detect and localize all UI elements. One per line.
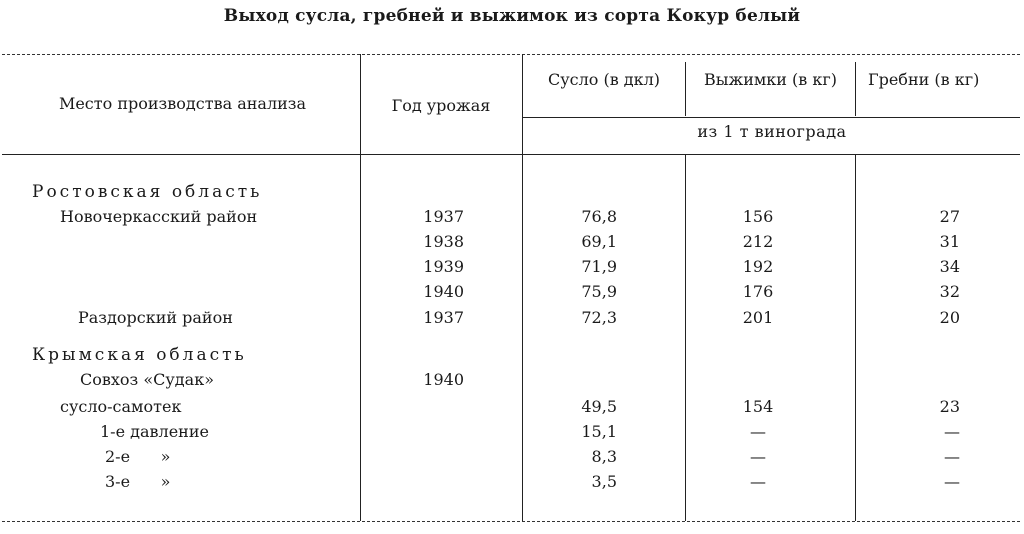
table-row [0,447,1024,473]
table-row [0,308,1024,334]
stems-cell: 27 [939,207,960,226]
header-per-ton: из 1 т винограда [697,122,847,141]
place-cell: Раздорский район [78,308,233,327]
pomace-cell: — [750,447,766,466]
year-cell: 1939 [423,257,464,276]
must-cell: 71,9 [581,257,617,276]
place-cell: Крымская область [32,345,247,365]
table-row [0,282,1024,308]
place-cell: 2-е » [105,447,171,466]
must-cell: 69,1 [581,232,617,251]
pomace-cell: 176 [742,282,774,301]
year-cell: 1938 [423,232,464,251]
region-row [0,345,1024,371]
top-rule [2,54,1020,55]
pomace-cell: 192 [742,257,774,276]
stems-cell: 32 [939,282,960,301]
stems-cell: 20 [939,308,960,327]
must-cell: 76,8 [581,207,617,226]
table-row [0,397,1024,423]
col-divider-4 [855,62,856,116]
stems-cell: 23 [939,397,960,416]
stems-cell: 34 [939,257,960,276]
table-row [0,370,1024,396]
header-place: Место производства анализа [58,94,307,113]
stems-cell: — [944,472,960,491]
table-row [0,207,1024,233]
year-cell: 1940 [423,282,464,301]
col-divider-3 [685,62,686,116]
pomace-cell: 201 [742,308,774,327]
pomace-cell: 212 [742,232,774,251]
year-cell: 1937 [423,308,464,327]
header-bottom-rule [2,154,1020,155]
header-pomace: Выжимки (в кг) [703,70,838,89]
must-cell: 72,3 [581,308,617,327]
place-cell: Ростовская область [32,182,263,202]
year-cell: 1937 [423,207,464,226]
stems-cell: — [944,447,960,466]
must-cell: 75,9 [581,282,617,301]
pomace-cell: 156 [742,207,774,226]
must-cell: 49,5 [581,397,617,416]
stems-cell: 31 [939,232,960,251]
table-row [0,232,1024,258]
pomace-cell: — [750,472,766,491]
place-cell: сусло-самотек [60,397,182,416]
bottom-rule [2,521,1020,522]
subheader-rule [522,117,1020,118]
pomace-cell: 154 [742,397,774,416]
place-cell: 3-е » [105,472,171,491]
place-cell: Совхоз «Судак» [80,370,214,389]
header-year: Год урожая [391,96,491,115]
header-stems: Гребни (в кг) [868,70,980,89]
pomace-cell: — [750,422,766,441]
year-cell: 1940 [423,370,464,389]
place-cell: 1-е давление [100,422,209,441]
must-cell: 8,3 [591,447,617,466]
table-row [0,257,1024,283]
table-title: Выход сусла, гребней и выжимок из сорта Кокур белый [223,6,801,26]
table-row [0,422,1024,448]
region-row [0,182,1024,208]
must-cell: 3,5 [591,472,617,491]
header-must: Сусло (в дкл) [547,70,661,89]
stems-cell: — [944,422,960,441]
must-cell: 15,1 [581,422,617,441]
table-row [0,472,1024,498]
place-cell: Новочеркасский район [60,207,258,226]
